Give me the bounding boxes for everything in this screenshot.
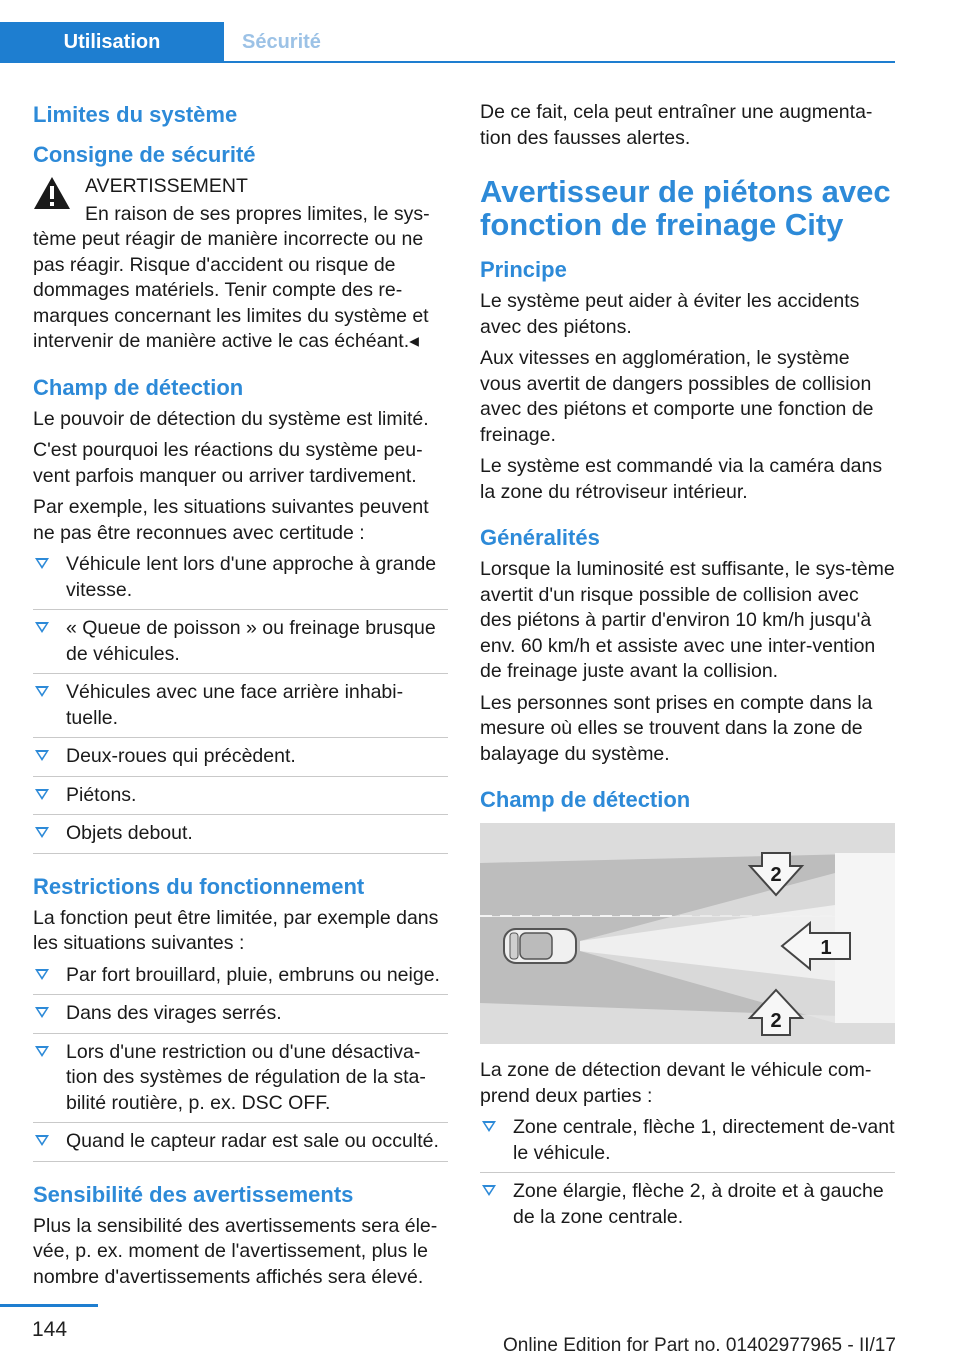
triangle-bullet-icon <box>35 1007 49 1018</box>
list-item <box>33 783 448 816</box>
triangle-bullet-icon <box>35 789 49 800</box>
warning-line: marques concernant les limites du système et <box>33 304 429 327</box>
paragraph: La zone de détection devant le véhicule com-prend deux parties : <box>480 1059 872 1107</box>
warning-title: AVERTISSEMENT <box>85 175 248 197</box>
triangle-bullet-icon <box>482 1185 496 1196</box>
warning-line: En raison de ses propres limites, le sys- <box>85 202 430 225</box>
heading-principle: Principe <box>480 257 567 282</box>
triangle-bullet-icon <box>482 1121 496 1132</box>
list-item <box>33 821 448 854</box>
list-item-text: Objets debout. <box>66 822 193 844</box>
paragraph: Lorsque la luminosité est suffisante, le sys-tème avertit d'un risque possible de collision avec des piétons à partir d'environ 10 km/h jusqu'à env. 60 km/h et assiste avec une inter-vention de freinage juste avant la collision. <box>480 558 895 682</box>
warning-block <box>33 174 448 355</box>
list-item <box>33 680 448 738</box>
paragraph: Par exemple, les situations suivantes peuvent ne pas être reconnues avec certitude : <box>33 496 429 544</box>
triangle-bullet-icon <box>35 622 49 633</box>
heading-sensitivity: Sensibilité des avertissements <box>33 1181 354 1207</box>
list-item-text: Deux-roues qui précèdent. <box>66 745 296 767</box>
paragraph: Les personnes sont prises en compte dans la mesure où elles se trouvent dans la zone de balayage du système. <box>480 691 873 765</box>
list-item <box>480 1179 895 1236</box>
triangle-bullet-icon <box>35 750 49 761</box>
warning-line: tème peut réagir de manière incorrecte ou ne <box>33 228 424 250</box>
zones-list <box>480 1115 895 1236</box>
list-item <box>33 1001 448 1034</box>
paragraph: De ce fait, cela peut entraîner une augmenta-tion des fausses alertes. <box>480 101 873 149</box>
list-item-text: Zone centrale, flèche 1, directement de-vant le véhicule. <box>513 1116 895 1164</box>
left-column <box>33 100 448 1296</box>
list-item <box>33 1129 448 1162</box>
heading-detection-field: Champ de détection <box>33 374 244 400</box>
car-icon <box>504 929 576 963</box>
list-item-text: Zone élargie, flèche 2, à droite et à gauche de la zone centrale. <box>513 1180 884 1228</box>
heading-general: Généralités <box>480 525 600 550</box>
footer-rule <box>0 1304 98 1307</box>
header-rule <box>0 61 895 63</box>
list-item-text: Par fort brouillard, pluie, embruns ou neige. <box>66 963 440 986</box>
paragraph: Le système peut aider à éviter les accidents avec des piétons. <box>480 290 860 338</box>
list-item-text: Quand le capteur radar est sale ou occulté. <box>66 1130 439 1152</box>
triangle-bullet-icon <box>35 827 49 838</box>
list-item-text: Véhicules avec une face arrière inhabi-tuelle. <box>66 681 404 729</box>
triangle-bullet-icon <box>35 686 49 697</box>
list-item <box>33 744 448 777</box>
arrow-2-top-label: 2 <box>770 864 782 886</box>
list-item <box>33 963 448 996</box>
triangle-bullet-icon <box>35 1046 49 1057</box>
paragraph: C'est pourquoi les réactions du système peu-vent parfois manquer ou arriver tardivement. <box>33 439 423 487</box>
triangle-bullet-icon <box>35 1135 49 1146</box>
warning-text <box>33 202 448 355</box>
page-number: 144 <box>32 1318 68 1341</box>
situations-list <box>33 552 448 854</box>
tab-utilisation-label: Utilisation <box>63 30 161 53</box>
arrow-1-label: 1 <box>820 937 832 959</box>
list-item-text: Dans des virages serrés. <box>66 1002 282 1024</box>
paragraph: Plus la sensibilité des avertissements sera éle-vée, p. ex. moment de l'avertissement, plus le nombre d'avertissements affichés sera élevé. <box>33 1214 438 1288</box>
paragraph: La fonction peut être limitée, par exemple dans les situations suivantes : <box>33 906 439 954</box>
tab-securite-label: Sécurité <box>242 30 321 53</box>
paragraph: Le système est commandé via la caméra dans la zone du rétroviseur intérieur. <box>480 455 883 503</box>
arrow-2-bottom-label: 2 <box>770 1010 782 1032</box>
edition-note: Online Edition for Part no. 01402977965 - II/17 <box>503 1335 896 1356</box>
warning-line: pas réagir. Risque d'accident ou risque de <box>33 253 396 276</box>
warning-line: dommages matériels. Tenir compte des re- <box>33 279 403 301</box>
heading-pedestrian-warning: Avertisseur de piétons avec fonction de freinage City <box>480 174 891 242</box>
right-column <box>480 100 895 1242</box>
triangle-bullet-icon <box>35 558 49 569</box>
paragraph: Le pouvoir de détection du système est limité. <box>33 407 429 430</box>
restrictions-list <box>33 963 448 1162</box>
heading-limits: Limites du système <box>33 102 238 127</box>
heading-restrictions: Restrictions du fonctionnement <box>33 873 365 899</box>
tab-securite[interactable] <box>224 22 344 62</box>
list-item-text: « Queue de poisson » ou freinage brusque de véhicules. <box>66 617 436 665</box>
list-item-text: Véhicule lent lors d'une approche à grande vitesse. <box>66 553 437 601</box>
warning-line: intervenir de manière active le cas échéant.◂ <box>33 330 419 352</box>
list-item-text: Piétons. <box>66 783 137 806</box>
triangle-bullet-icon <box>35 969 49 980</box>
warning-triangle-icon <box>33 176 71 210</box>
detection-field-figure <box>480 823 895 1044</box>
heading-detection-field-right: Champ de détection <box>480 787 691 812</box>
paragraph: Aux vitesses en agglomération, le système vous avertit de dangers possibles de collision avec des piétons et comporte une fonction de freinage. <box>480 347 874 446</box>
tab-utilisation[interactable] <box>0 22 224 62</box>
heading-safety: Consigne de sécurité <box>33 142 256 167</box>
list-item <box>480 1115 895 1173</box>
list-item-text: Lors d'une restriction ou d'une désactiva-tion des systèmes de régulation de la sta-bilité routière, p. ex. DSC OFF. <box>66 1040 426 1114</box>
list-item <box>33 1040 448 1124</box>
header-tabs <box>0 0 895 62</box>
list-item <box>33 552 448 610</box>
list-item <box>33 616 448 674</box>
